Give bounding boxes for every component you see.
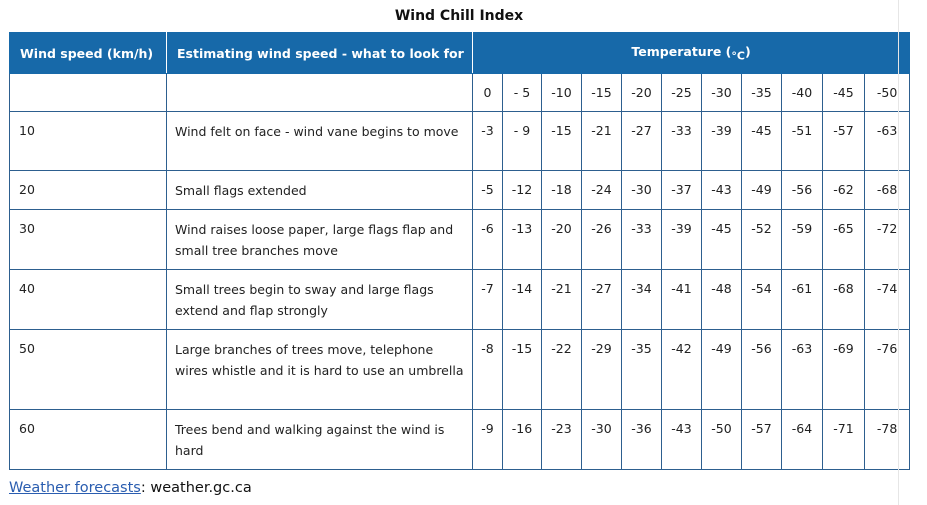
wind-chill-value-cell: -57 [742,410,782,470]
wind-chill-value-cell: -63 [865,112,910,171]
wind-chill-value-cell: -27 [622,112,662,171]
footer-site: weather.gc.ca [150,480,252,496]
temperature-row-blank-speed [10,74,167,112]
page-edge-divider [898,0,899,505]
wind-chill-value-cell: -20 [542,210,582,270]
wind-chill-value-cell: -30 [622,171,662,210]
wind-chill-value-cell: -68 [865,171,910,210]
weather-forecasts-link[interactable]: Weather forecasts [9,480,141,496]
table-row [10,410,910,470]
wind-chill-value-cell: -63 [782,330,823,410]
wind-speed-cell: 20 [10,171,167,210]
wind-chill-value-cell: -56 [782,171,823,210]
header-temperature-unit: °C [731,49,745,63]
temperature-cell: -45 [823,74,865,112]
wind-chill-value-cell: -48 [702,270,742,330]
temperature-cell: 0 [473,74,503,112]
wind-chill-value-cell: -72 [865,210,910,270]
footer [9,480,252,496]
wind-chill-value-cell: -56 [742,330,782,410]
wind-chill-value-cell: -21 [542,270,582,330]
wind-chill-value-cell: -49 [742,171,782,210]
description-cell: Trees bend and walking against the wind is hard [167,410,473,470]
wind-chill-value-cell: -54 [742,270,782,330]
table-row [10,171,910,210]
description-cell: Small trees begin to sway and large flags extend and flap strongly [167,270,473,330]
wind-chill-value-cell: -76 [865,330,910,410]
wind-chill-value-cell: -43 [702,171,742,210]
table-row [10,330,910,410]
wind-chill-value-cell: -5 [473,171,503,210]
temperature-cell: - 5 [503,74,542,112]
wind-chill-value-cell: -71 [823,410,865,470]
wind-chill-value-cell: -43 [662,410,702,470]
description-cell: Large branches of trees move, telephone wires whistle and it is hard to use an umbrella [167,330,473,410]
wind-chill-value-cell: -64 [782,410,823,470]
wind-chill-value-cell: -21 [582,112,622,171]
wind-chill-value-cell: -9 [473,410,503,470]
wind-chill-value-cell: -8 [473,330,503,410]
wind-chill-value-cell: -59 [782,210,823,270]
wind-chill-value-cell: -45 [742,112,782,171]
wind-chill-value-cell: -35 [622,330,662,410]
wind-chill-value-cell: -26 [582,210,622,270]
wind-chill-value-cell: -52 [742,210,782,270]
wind-chill-value-cell: -27 [582,270,622,330]
wind-speed-cell: 30 [10,210,167,270]
wind-chill-value-cell: -61 [782,270,823,330]
table-caption: Wind Chill Index [394,8,524,24]
wind-chill-value-cell: -33 [662,112,702,171]
wind-chill-value-cell: -41 [662,270,702,330]
wind-chill-value-cell: -23 [542,410,582,470]
temperature-row-blank-desc [167,74,473,112]
wind-chill-value-cell: -12 [503,171,542,210]
wind-speed-cell: 10 [10,112,167,171]
table-row [10,210,910,270]
wind-chill-value-cell: -78 [865,410,910,470]
wind-chill-value-cell: -29 [582,330,622,410]
wind-chill-value-cell: -16 [503,410,542,470]
wind-chill-value-cell: -34 [622,270,662,330]
wind-chill-value-cell: -74 [865,270,910,330]
wind-chill-value-cell: -14 [503,270,542,330]
header-temperature-close: ) [744,43,751,59]
temperature-cell: -20 [622,74,662,112]
wind-chill-value-cell: -39 [702,112,742,171]
wind-chill-value-cell: -65 [823,210,865,270]
wind-chill-value-cell: -24 [582,171,622,210]
wind-chill-value-cell: -45 [702,210,742,270]
wind-chill-value-cell: -15 [503,330,542,410]
header-temperature-label: Temperature ( [631,43,732,59]
temperature-cell: -15 [582,74,622,112]
wind-chill-value-cell: -62 [823,171,865,210]
table-row [10,270,910,330]
wind-speed-cell: 60 [10,410,167,470]
footer-separator: : [140,480,146,496]
temperature-row [10,74,910,112]
wind-chill-value-cell: -68 [823,270,865,330]
wind-chill-value-cell: -30 [582,410,622,470]
temperature-cell: -25 [662,74,702,112]
table-row [10,112,910,171]
wind-chill-value-cell: -6 [473,210,503,270]
wind-chill-table [9,32,910,470]
wind-chill-value-cell: -69 [823,330,865,410]
header-temperature [473,33,910,74]
wind-chill-value-cell: -13 [503,210,542,270]
temperature-cell: -10 [542,74,582,112]
wind-chill-value-cell: -49 [702,330,742,410]
wind-chill-value-cell: -36 [622,410,662,470]
wind-chill-value-cell: -51 [782,112,823,171]
wind-chill-value-cell: -33 [622,210,662,270]
header-wind-speed: Wind speed (km/h) [10,33,167,74]
header-estimating: Estimating wind speed - what to look for [167,33,473,74]
description-cell: Wind felt on face - wind vane begins to move [167,112,473,171]
wind-chill-value-cell: - 9 [503,112,542,171]
description-cell: Wind raises loose paper, large flags flap and small tree branches move [167,210,473,270]
wind-speed-cell: 50 [10,330,167,410]
temperature-cell: -50 [865,74,910,112]
wind-chill-value-cell: -18 [542,171,582,210]
wind-chill-value-cell: -15 [542,112,582,171]
wind-chill-value-cell: -42 [662,330,702,410]
description-cell: Small flags extended [167,171,473,210]
wind-speed-cell: 40 [10,270,167,330]
wind-chill-value-cell: -37 [662,171,702,210]
wind-chill-value-cell: -50 [702,410,742,470]
wind-chill-value-cell: -3 [473,112,503,171]
wind-chill-value-cell: -39 [662,210,702,270]
wind-chill-value-cell: -7 [473,270,503,330]
temperature-cell: -30 [702,74,742,112]
wind-chill-value-cell: -22 [542,330,582,410]
header-row [10,33,910,74]
temperature-cell: -40 [782,74,823,112]
wind-chill-value-cell: -57 [823,112,865,171]
temperature-cell: -35 [742,74,782,112]
